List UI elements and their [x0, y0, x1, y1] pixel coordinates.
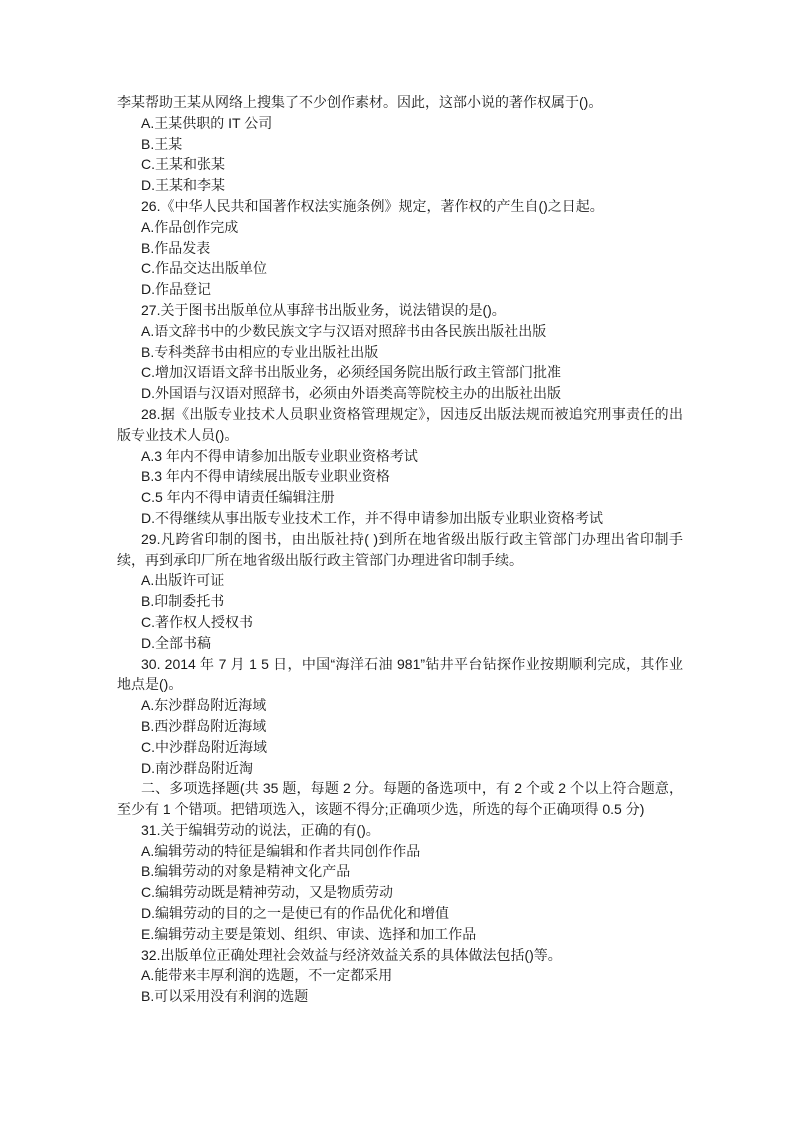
- answer-option: E.编辑劳动主要是策划、组织、审读、选择和加工作品: [141, 925, 477, 942]
- answer-option: B.可以采用没有利润的选题: [141, 988, 309, 1005]
- answer-option: B.王某: [141, 135, 183, 152]
- single-choice-questions: [117, 196, 683, 778]
- answer-option: D.全部书稿: [141, 634, 211, 651]
- answer-option: A.语文辞书中的少数民族文字与汉语对照辞书由各民族出版社出版: [141, 322, 547, 339]
- answer-option: D.作品登记: [141, 281, 211, 298]
- answer-option: B.印制委托书: [141, 593, 225, 610]
- carryover-question-stem: 李某帮助王某从网络上搜集了不少创作素材。因此，这部小说的著作权属于()。: [117, 94, 603, 110]
- question-stem: 29.凡跨省印制的图书，由出版社持( )到所在地省级出版行政主管部门办理出省印制手续，再到承印厂所在地省级出版行政主管部门办理进省印制手续。: [117, 530, 683, 568]
- answer-option: C.王某和张某: [141, 156, 225, 173]
- question-stem: 27.关于图书出版单位从事辞书出版业务，说法错误的是()。: [141, 301, 506, 318]
- section-heading-multiple-choice: 二、多项选择题(共 35 题，每题 2 分。每题的备选项中，有 2 个或 2 个以上符合题意，至少有 1 个错项。把错项选入，该题不得分;正确项少选，所选的每个正确项得 0.5 分): [117, 780, 683, 818]
- carryover-question-options: [117, 113, 683, 196]
- question-stem: 26.《中华人民共和国著作权法实施条例》规定，著作权的产生自()之日起。: [141, 197, 604, 214]
- answer-option: C.著作权人授权书: [141, 613, 253, 630]
- answer-option: C.编辑劳动既是精神劳动，又是物质劳动: [141, 884, 393, 901]
- answer-option: A.东沙群岛附近海域: [141, 697, 267, 714]
- answer-option: A.王某供职的 IT 公司: [141, 114, 273, 131]
- answer-option: C.中沙群岛附近海域: [141, 738, 267, 755]
- answer-option: C.增加汉语语文辞书出版业务，必须经国务院出版行政主管部门批准: [141, 364, 561, 381]
- question-stem: 32.出版单位正确处理社会效益与经济效益关系的具体做法包括()等。: [141, 946, 562, 963]
- answer-option: A.3 年内不得申请参加出版专业职业资格考试: [141, 447, 418, 464]
- answer-option: D.外国语与汉语对照辞书，必须由外语类高等院校主办的出版社出版: [141, 385, 561, 402]
- question-stem: 30. 2014 年 7 月 1 5 日，中国“海洋石油 981”钻井平台钻探作业按期顺利完成，其作业地点是()。: [117, 655, 683, 693]
- answer-option: B.作品发表: [141, 239, 211, 256]
- answer-option: C.5 年内不得申请责任编辑注册: [141, 489, 335, 506]
- question-stem: 28.据《出版专业技术人员职业资格管理规定》，因违反出版法规而被追究刑事责任的出版专业技术人员()。: [117, 405, 683, 443]
- multiple-choice-questions: [117, 820, 683, 1007]
- answer-option: D.王某和李某: [141, 177, 225, 194]
- answer-option: D.编辑劳动的目的之一是使已有的作品优化和增值: [141, 905, 449, 922]
- answer-option: A.作品创作完成: [141, 218, 239, 235]
- answer-option: A.出版许可证: [141, 572, 225, 589]
- answer-option: A.编辑劳动的特征是编辑和作者共同创作作品: [141, 842, 421, 859]
- answer-option: A.能带来丰厚利润的选题，不一定都采用: [141, 967, 393, 984]
- question-stem: 31.关于编辑劳动的说法，正确的有()。: [141, 821, 380, 838]
- answer-option: B.编辑劳动的对象是精神文化产品: [141, 863, 351, 880]
- answer-option: B.专科类辞书由相应的专业出版社出版: [141, 343, 379, 360]
- answer-option: B.3 年内不得申请续展出版专业职业资格: [141, 468, 390, 485]
- answer-option: D.南沙群岛附近淘: [141, 759, 253, 776]
- answer-option: D.不得继续从事出版专业技术工作，并不得申请参加出版专业职业资格考试: [141, 509, 603, 526]
- exam-text-block: [117, 92, 683, 1007]
- answer-option: C.作品交达出版单位: [141, 260, 267, 277]
- answer-option: B.西沙群岛附近海域: [141, 717, 267, 734]
